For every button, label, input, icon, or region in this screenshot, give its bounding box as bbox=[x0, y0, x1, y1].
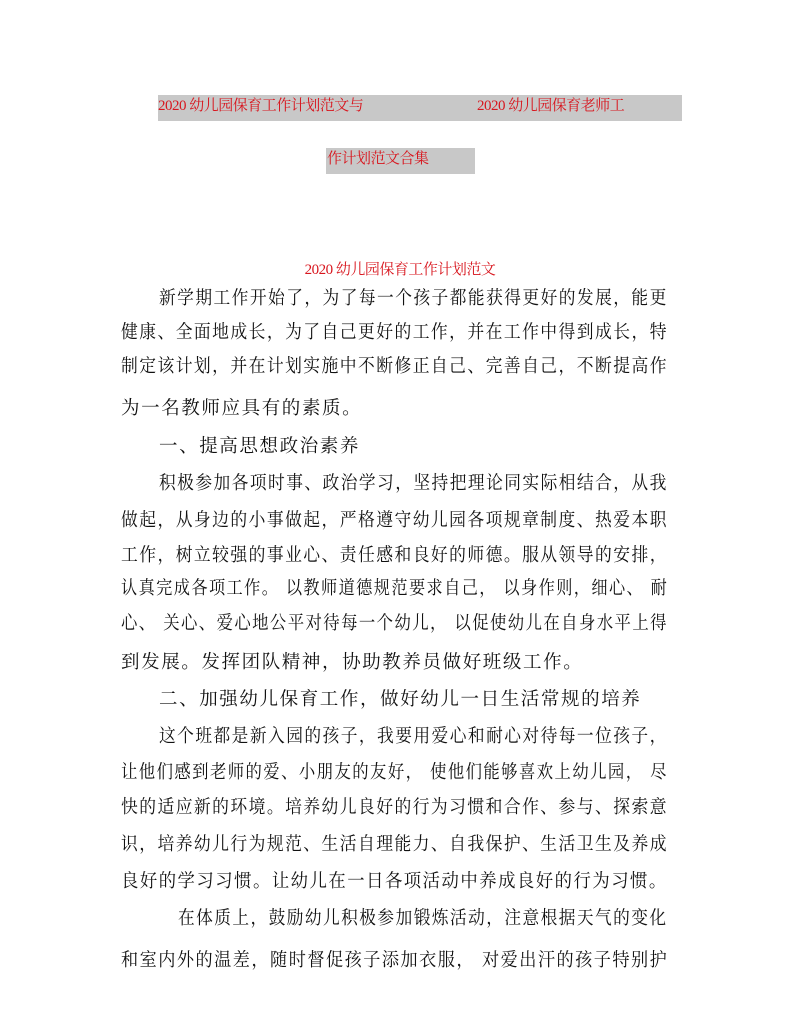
body-line: 心、 关心、爱心地公平对待每一个幼儿， 以促使幼儿在自身水平上得 bbox=[121, 613, 668, 634]
doc-title-part-2: 2020 幼儿园保育老师工 bbox=[477, 98, 625, 114]
body-line: 让他们感到老师的爱、小朋友的友好， 使他们能够喜欢上幼儿园， 尽 bbox=[121, 762, 668, 783]
body-line: 这个班都是新入园的孩子，我要用爱心和耐心对待每一位孩子， bbox=[159, 726, 668, 747]
body-line: 积极参加各项时事、政治学习，坚持把理论同实际相结合，从我 bbox=[159, 473, 668, 494]
body-line: 健康、全面地成长，为了自己更好的工作，并在工作中得到成长，特 bbox=[121, 322, 668, 343]
body-line: 良好的学习习惯。让幼儿在一日各项活动中养成良好的行为习惯。 bbox=[121, 871, 668, 892]
section-title: 2020 幼儿园保育工作计划范文 bbox=[304, 262, 496, 278]
doc-title-part-1: 2020 幼儿园保育工作计划范文与 bbox=[158, 98, 364, 114]
body-line: 在体质上，鼓励幼儿积极参加锻炼活动，注意根据天气的变化 bbox=[178, 908, 668, 929]
body-line: 快的适应新的环境。培养幼儿良好的行为习惯和合作、参与、探索意 bbox=[121, 797, 668, 818]
body-line: 到发展。发挥团队精神，协助教养员做好班级工作。 bbox=[121, 652, 584, 673]
body-line: 为一名教师应具有的素质。 bbox=[121, 398, 363, 419]
body-line: 做起，从身边的小事做起，严格遵守幼儿园各项规章制度、热爱本职 bbox=[121, 510, 668, 531]
body-line: 认真完成各项工作。 以教师道德规范要求自己， 以身作则，细心、 耐 bbox=[121, 578, 669, 599]
body-line: 工作，树立较强的事业心、责任感和良好的师德。服从领导的安排， bbox=[121, 545, 668, 566]
body-line: 二、加强幼儿保育工作，做好幼儿一日生活常规的培养 bbox=[159, 689, 642, 710]
body-line: 一、提高思想政治素养 bbox=[159, 436, 361, 457]
body-line: 和室内外的温差，随时督促孩子添加衣服， 对爱出汗的孩子特别护 bbox=[121, 950, 669, 971]
body-line: 识，培养幼儿行为规范、生活自理能力、自我保护、生活卫生及养成 bbox=[121, 834, 668, 855]
body-line: 新学期工作开始了，为了每一个孩子都能获得更好的发展，能更 bbox=[159, 288, 668, 309]
doc-title-part-3: 作计划范文合集 bbox=[327, 151, 429, 167]
body-line: 制定该计划，并在计划实施中不断修正自己、完善自己，不断提高作 bbox=[121, 356, 668, 377]
